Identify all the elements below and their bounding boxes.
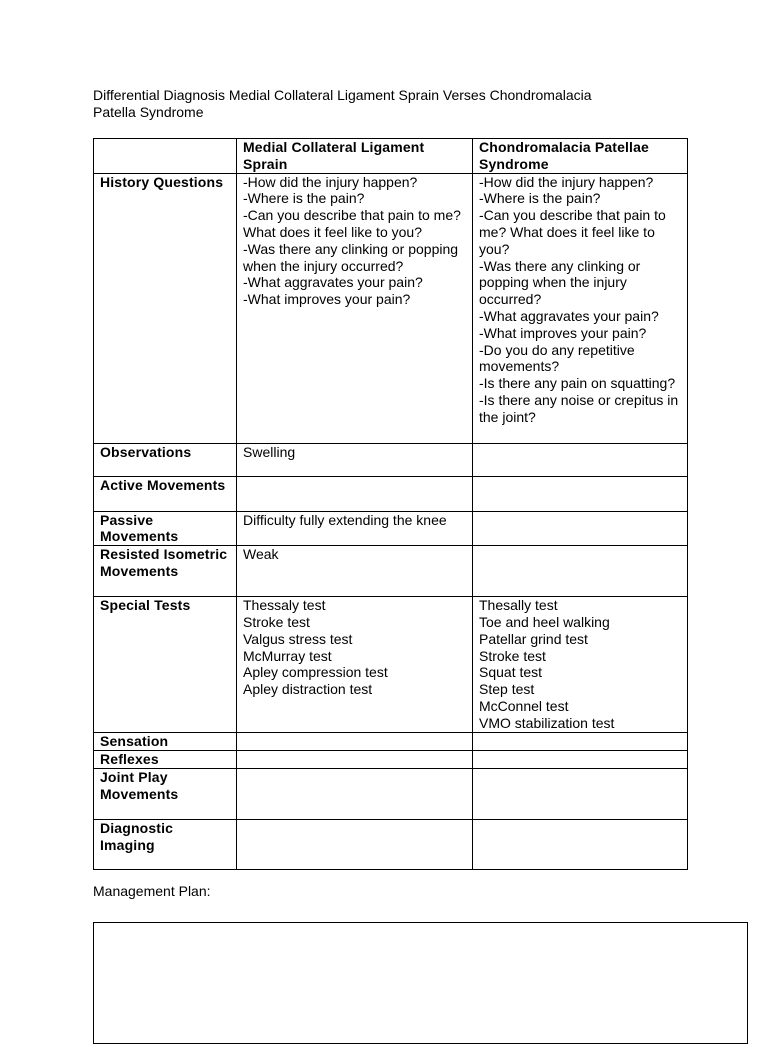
table-row-special-tests [94, 597, 688, 733]
row-label: Active Movements [94, 476, 237, 511]
table-row-diagnostic-imaging [94, 819, 688, 869]
mcl-cell [237, 750, 473, 768]
mcl-cell [237, 768, 473, 819]
management-plan-label: Management Plan: [93, 883, 211, 899]
row-label: Reflexes [94, 750, 237, 768]
row-label: Sensation [94, 733, 237, 751]
table-row-joint-play-movements [94, 768, 688, 819]
row-label: Resisted Isometric Movements [94, 546, 237, 597]
document-title [93, 87, 713, 121]
header-chondromalacia: Chondromalacia Patellae Syndrome [473, 139, 688, 174]
mcl-cell: Thessaly test Stroke test Valgus stress test McMurray test Apley compression test Apley distraction test [237, 597, 473, 733]
cps-cell [473, 546, 688, 597]
cps-cell: -How did the injury happen? -Where is the pain? -Can you describe that pain to me? What does it feel like to you? -Was there any clinking or popping when the injury occurred? -What aggravates your pain? -What improves your pain? -Do you do any repetitive movements? -Is there any pain on squatting? -Is there any noise or crepitus in the joint? [473, 173, 688, 443]
management-plan-box [93, 922, 748, 1044]
cps-cell [473, 768, 688, 819]
document-title-line-1: Differential Diagnosis Medial Collateral Ligament Sprain Verses Chondromalacia [93, 87, 592, 103]
mcl-cell: Swelling [237, 443, 473, 476]
table-row-resisted-isometric-movements [94, 546, 688, 597]
mcl-cell [237, 819, 473, 869]
table-row-observations [94, 443, 688, 476]
row-label: Joint Play Movements [94, 768, 237, 819]
table-row-passive-movements [94, 511, 688, 546]
cps-cell [473, 750, 688, 768]
table-row-active-movements [94, 476, 688, 511]
header-mcl-sprain: Medial Collateral Ligament Sprain [237, 139, 473, 174]
document-title-line-2: Patella Syndrome [93, 104, 204, 120]
cps-cell [473, 511, 688, 546]
cps-cell [473, 819, 688, 869]
mcl-cell [237, 476, 473, 511]
mcl-cell: -How did the injury happen? -Where is the pain? -Can you describe that pain to me? What does it feel like to you? -Was there any clinking or popping when the injury occurred? -What aggravates your pain? -What improves your pain? [237, 173, 473, 443]
table-header-row [94, 139, 688, 174]
row-label: Diagnostic Imaging [94, 819, 237, 869]
row-label: History Questions [94, 173, 237, 443]
cps-cell [473, 443, 688, 476]
table-row-reflexes [94, 750, 688, 768]
row-label: Observations [94, 443, 237, 476]
differential-diagnosis-table [93, 138, 688, 870]
row-label: Passive Movements [94, 511, 237, 546]
header-blank-cell [94, 139, 237, 174]
cps-cell [473, 476, 688, 511]
mcl-cell: Difficulty fully extending the knee [237, 511, 473, 546]
mcl-cell: Weak [237, 546, 473, 597]
mcl-cell [237, 733, 473, 751]
table-row-sensation [94, 733, 688, 751]
cps-cell: Thesally test Toe and heel walking Patellar grind test Stroke test Squat test Step test McConnel test VMO stabilization test [473, 597, 688, 733]
cps-cell [473, 733, 688, 751]
row-label: Special Tests [94, 597, 237, 733]
table-row-history-questions [94, 173, 688, 443]
